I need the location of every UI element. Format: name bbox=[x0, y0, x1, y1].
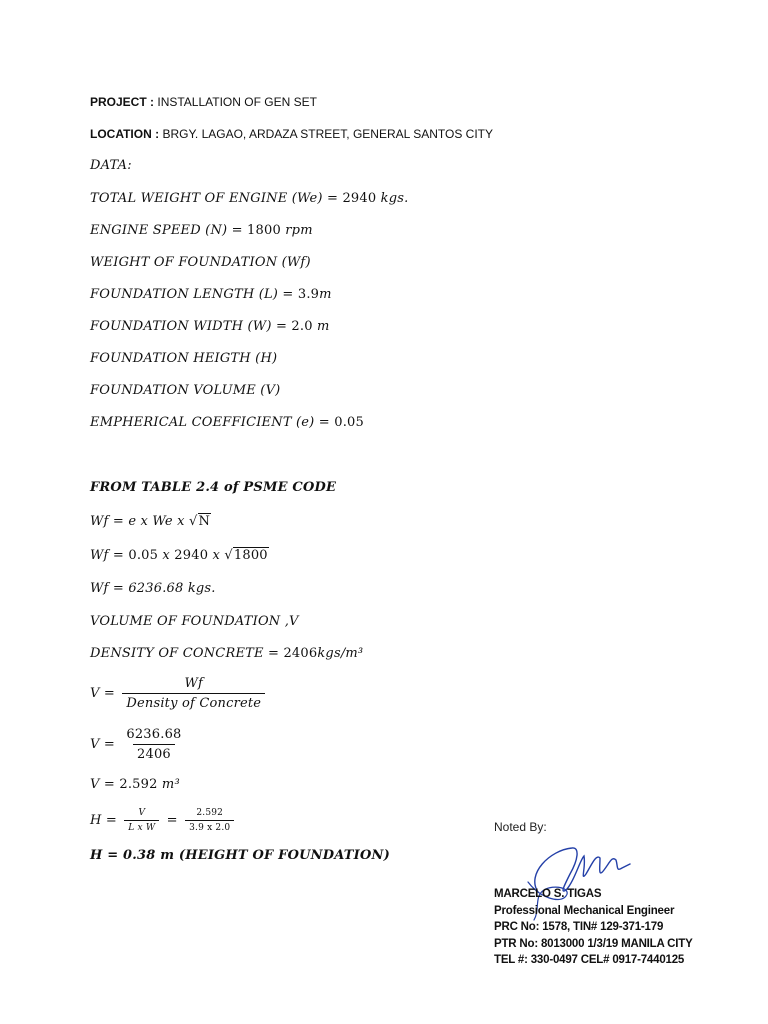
formula-v-result: V = 2.592 m³ bbox=[90, 777, 180, 792]
data-item-foundation-weight: WEIGHT OF FOUNDATION (Wf) bbox=[90, 255, 311, 270]
formula-h-result: H = 0.38 m (HEIGHT OF FOUNDATION) bbox=[90, 848, 390, 863]
project-line bbox=[90, 95, 317, 109]
formula-h: H = $\frac{V}{\text{L x W}}$ = $\frac{2.592}{3.9 x 2.0}$ bbox=[90, 808, 237, 833]
fraction: $\frac{2.592}{3.9 x 2.0}$ bbox=[185, 808, 234, 833]
data-item-foundation-width: FOUNDATION WIDTH (W) = 2.0 m bbox=[90, 319, 330, 334]
formula-wf-result: Wf = 6236.68 kgs. bbox=[90, 581, 216, 596]
sqrt-symbol: √N bbox=[189, 514, 211, 529]
location-value: BRGY. LAGAO, ARDAZA STREET, GENERAL SANTOS CITY bbox=[162, 127, 493, 141]
table-reference: FROM TABLE 2.4 of PSME CODE bbox=[90, 480, 337, 495]
noted-by-label: Noted By: bbox=[494, 820, 547, 834]
volume-heading: VOLUME OF FOUNDATION ,V bbox=[90, 614, 299, 629]
formula-wf-general: Wf = e x We x √N bbox=[90, 514, 211, 529]
signatory-name: MARCELO S. TIGAS bbox=[494, 888, 602, 900]
data-item-engine-speed: ENGINE SPEED (N) = 1800 rpm bbox=[90, 223, 313, 238]
location-label: LOCATION : bbox=[90, 127, 160, 141]
density-line: DENSITY OF CONCRETE = 2406kgs/m³ bbox=[90, 646, 364, 661]
data-item-engine-weight: TOTAL WEIGHT OF ENGINE (We) = 2940 kgs. bbox=[90, 191, 409, 206]
formula-wf-substituted: Wf = 0.05 x 2940 x √1800 bbox=[90, 548, 268, 563]
project-label: PROJECT : bbox=[90, 95, 155, 109]
signatory-title: Professional Mechanical Engineer bbox=[494, 904, 675, 917]
data-item-coefficient: EMPHERICAL COEFFICIENT (e) = 0.05 bbox=[90, 415, 364, 430]
fraction: $\frac{6236.68}{2406}$ bbox=[126, 727, 182, 762]
formula-v-definition: V = $\frac{Wf}{\text{Density of Concrete}}$ bbox=[90, 676, 268, 711]
fraction: $\frac{V}{\text{L x W}}$ bbox=[124, 808, 159, 833]
formula-v-substituted: V = $\frac{6236.68}{2406}$ bbox=[90, 727, 189, 762]
signatory-ptr: PTR No: 8013000 1/3/19 MANILA CITY bbox=[494, 937, 693, 950]
location-line bbox=[90, 127, 493, 141]
data-item-foundation-volume: FOUNDATION VOLUME (V) bbox=[90, 383, 281, 398]
signatory-details bbox=[494, 886, 693, 969]
sqrt-symbol: √1800 bbox=[224, 548, 268, 563]
project-value: INSTALLATION OF GEN SET bbox=[157, 95, 317, 109]
data-item-foundation-length: FOUNDATION LENGTH (L) = 3.9m bbox=[90, 287, 332, 302]
signatory-prc: PRC No: 1578, TIN# 129-371-179 bbox=[494, 921, 664, 933]
signatory-tel: TEL #: 330-0497 CEL# 0917-7440125 bbox=[494, 954, 685, 966]
data-heading: DATA: bbox=[90, 158, 132, 173]
fraction: $\frac{Wf}{\text{Density of Concrete}}$ bbox=[122, 676, 265, 711]
data-item-foundation-height: FOUNDATION HEIGTH (H) bbox=[90, 351, 278, 366]
